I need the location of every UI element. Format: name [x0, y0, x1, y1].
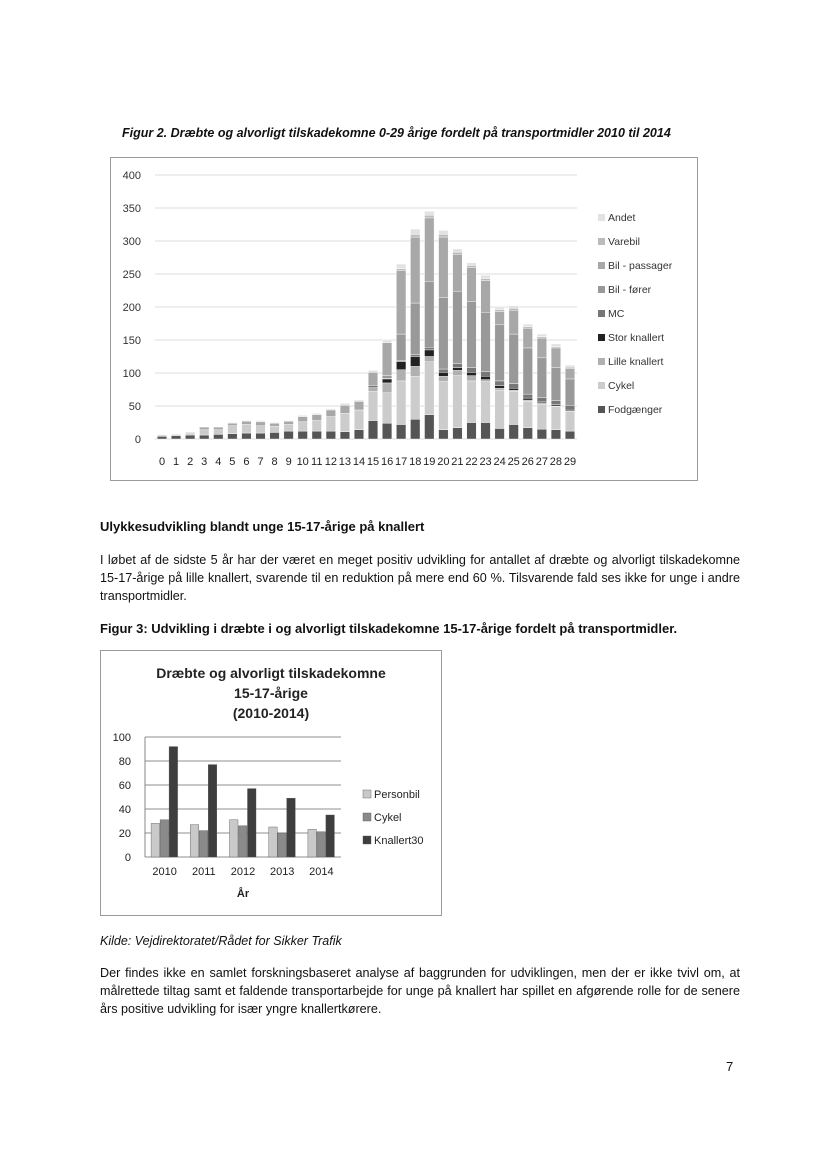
bar-segment — [453, 370, 463, 375]
bar-segment — [354, 430, 364, 439]
x-tick-label: 9 — [285, 456, 292, 468]
bar — [287, 798, 296, 857]
bar-segment — [242, 421, 252, 422]
paragraph-1: I løbet af de sidste 5 år har der været en meget positiv udvikling for antallet af dræbte og alvorligt tilskadekomne 15-17-årige på lille knallert, svarende til en reduktion på mere end 60 %. Tilsvarende fald ses ikke for unge i andre transportmidler. — [100, 553, 740, 603]
bar-segment — [565, 368, 575, 379]
bar-segment — [256, 426, 266, 433]
bar-segment — [185, 435, 195, 439]
legend-label: Lille knallert — [608, 356, 664, 368]
legend-swatch — [363, 836, 371, 844]
legend-label: Knallert30 — [374, 835, 424, 847]
bar-segment — [242, 433, 252, 439]
bar-segment — [171, 436, 181, 439]
y-tick-label: 400 — [122, 170, 141, 182]
x-tick-label: 23 — [479, 456, 492, 468]
bar-segment — [410, 355, 420, 357]
bar-segment — [340, 413, 350, 431]
bar-segment — [565, 405, 575, 409]
bar-segment — [467, 372, 477, 375]
bar-segment — [537, 404, 547, 429]
legend-swatch — [598, 382, 605, 389]
bar — [199, 831, 208, 857]
page-number: 7 — [726, 1059, 734, 1074]
bar-segment — [453, 249, 463, 252]
x-tick-label: 27 — [535, 456, 548, 468]
x-tick-label: 2 — [187, 456, 194, 468]
bar-segment — [481, 275, 491, 278]
bar-segment — [382, 376, 392, 379]
bar-segment — [523, 328, 533, 348]
bar-segment — [396, 264, 406, 269]
y-tick-label: 150 — [122, 335, 141, 347]
x-tick-label: 19 — [423, 456, 436, 468]
bar-segment — [312, 421, 322, 432]
bar-segment — [354, 400, 364, 401]
bar-segment — [439, 298, 449, 369]
legend-label: Bil - fører — [608, 284, 652, 296]
bar — [160, 820, 169, 857]
bar-segment — [410, 229, 420, 234]
bar-segment — [410, 234, 420, 237]
bar-segment — [509, 391, 519, 424]
bar-segment — [340, 432, 350, 439]
bar-segment — [242, 424, 252, 433]
legend-label: Personbil — [374, 789, 420, 801]
bar-segment — [551, 430, 561, 439]
bar-segment — [396, 381, 406, 425]
bar-segment — [228, 423, 238, 426]
chart-1-svg — [111, 158, 697, 480]
stacked-bar-chart-age — [110, 157, 698, 481]
x-tick-label: 13 — [338, 456, 352, 468]
bar-segment — [410, 419, 420, 439]
x-tick-label: 0 — [158, 456, 166, 468]
bar-segment — [326, 410, 336, 417]
chart-2-svg — [101, 651, 441, 915]
bar-segment — [467, 381, 477, 423]
bar-segment — [368, 391, 378, 420]
bar-segment — [171, 434, 181, 435]
x-tick-label: 25 — [507, 456, 520, 468]
bar-segment — [453, 291, 463, 364]
bar-segment — [551, 401, 561, 405]
chart-title-line: Dræbte og alvorligt tilskadekomne — [156, 665, 386, 681]
grouped-bar-chart-years — [100, 650, 442, 916]
bar-segment — [439, 430, 449, 439]
bar-segment — [410, 357, 420, 367]
bar-segment — [467, 376, 477, 381]
bar-segment — [228, 426, 238, 434]
source-note: Kilde: Vejdirektoratet/Rådet for Sikker Trafik — [100, 934, 342, 948]
bar-segment — [368, 421, 378, 439]
bar-segment — [495, 325, 505, 381]
bar-segment — [537, 338, 547, 358]
y-tick-label: 0 — [134, 434, 141, 446]
bar-segment — [495, 381, 505, 386]
y-tick-label: 60 — [118, 780, 131, 792]
bar-segment — [340, 403, 350, 405]
bar-segment — [368, 387, 378, 392]
x-tick-label: 2010 — [152, 866, 177, 878]
bar-segment — [157, 436, 167, 439]
legend-label: Cykel — [608, 380, 635, 392]
bar — [169, 747, 178, 857]
bar-segment — [495, 386, 505, 389]
bar-segment — [284, 421, 294, 422]
legend-label: Varebil — [608, 236, 640, 248]
x-tick-label: 4 — [215, 456, 222, 468]
x-tick-label: 8 — [271, 456, 278, 468]
bar — [190, 825, 199, 857]
bar-segment — [481, 312, 491, 371]
x-tick-label: 17 — [395, 456, 408, 468]
bar-segment — [270, 426, 280, 432]
x-tick-label: 29 — [563, 456, 577, 468]
legend-swatch — [598, 310, 605, 317]
y-tick-label: 80 — [118, 756, 131, 768]
y-tick-label: 200 — [122, 302, 141, 314]
bar-segment — [425, 350, 435, 357]
bar — [230, 820, 239, 857]
bar — [269, 827, 278, 857]
bar-segment — [270, 432, 280, 439]
bar-segment — [439, 234, 449, 237]
bar-segment — [509, 384, 519, 389]
bar-segment — [537, 429, 547, 439]
bar-segment — [312, 413, 322, 414]
bar-segment — [523, 348, 533, 394]
bar-segment — [467, 423, 477, 440]
x-tick-label: 14 — [352, 456, 366, 468]
x-axis-label: År — [236, 888, 250, 900]
bar-segment — [481, 281, 491, 313]
legend-swatch — [598, 334, 605, 341]
bar-segment — [382, 423, 392, 439]
bar-segment — [270, 423, 280, 426]
legend-swatch — [598, 358, 605, 365]
bar-segment — [495, 312, 505, 325]
bar-segment — [425, 362, 435, 415]
legend-swatch — [363, 813, 371, 821]
x-tick-label: 7 — [257, 456, 264, 468]
bar-segment — [199, 427, 209, 430]
bar-segment — [396, 424, 406, 439]
bar-segment — [481, 382, 491, 423]
bar — [308, 829, 317, 857]
bar-segment — [214, 434, 224, 439]
bar-segment — [298, 415, 308, 416]
bar-segment — [481, 423, 491, 440]
bar-segment — [439, 237, 449, 298]
bar-segment — [481, 376, 491, 379]
bar-segment — [284, 421, 294, 424]
bar — [151, 823, 160, 857]
bar-segment — [453, 254, 463, 291]
bar-segment — [523, 428, 533, 439]
y-tick-label: 100 — [112, 732, 131, 744]
legend-swatch — [598, 262, 605, 269]
bar-segment — [185, 432, 195, 433]
x-tick-label: 18 — [409, 456, 422, 468]
bar-segment — [425, 415, 435, 439]
legend-swatch — [598, 238, 605, 245]
bar-segment — [565, 411, 575, 431]
bar-segment — [228, 434, 238, 439]
bar-segment — [382, 393, 392, 423]
bar-segment — [425, 281, 435, 347]
bar-segment — [214, 430, 224, 435]
x-tick-label: 21 — [451, 456, 464, 468]
x-tick-label: 16 — [380, 456, 394, 468]
bar-segment — [410, 366, 420, 376]
bar-segment — [509, 334, 519, 384]
x-tick-label: 3 — [201, 456, 208, 468]
bar-segment — [368, 370, 378, 372]
bar-segment — [509, 306, 519, 309]
x-tick-label: 2013 — [269, 866, 295, 878]
bar-segment — [312, 415, 322, 421]
bar-segment — [396, 370, 406, 381]
bar-segment — [537, 397, 547, 401]
bar-segment — [256, 422, 266, 426]
bar-segment — [481, 380, 491, 382]
bar-segment — [509, 308, 519, 310]
legend-swatch — [598, 214, 605, 221]
bar-segment — [410, 376, 420, 419]
bar-segment — [284, 431, 294, 439]
legend-swatch — [598, 406, 605, 413]
bar-segment — [425, 357, 435, 362]
x-tick-label: 1 — [173, 456, 180, 468]
bar-segment — [382, 379, 392, 383]
bar-segment — [298, 422, 308, 431]
bar-segment — [481, 279, 491, 281]
bar-segment — [453, 428, 463, 439]
bar-segment — [228, 423, 238, 424]
x-tick-label: 2012 — [230, 866, 256, 878]
bar-segment — [425, 347, 435, 350]
bar-segment — [185, 433, 195, 435]
bar-segment — [467, 302, 477, 368]
legend-label: Stor knallert — [608, 332, 665, 344]
bar-segment — [382, 343, 392, 376]
bar-segment — [439, 230, 449, 234]
bar-segment — [523, 401, 533, 427]
x-tick-label: 22 — [465, 456, 478, 468]
legend-swatch — [363, 790, 371, 798]
y-tick-label: 50 — [128, 401, 141, 413]
bar-segment — [495, 388, 505, 390]
bar-segment — [495, 428, 505, 439]
bar-segment — [425, 218, 435, 281]
bar-segment — [551, 368, 561, 401]
bar — [317, 832, 326, 857]
bar-segment — [509, 310, 519, 334]
bar-segment — [298, 417, 308, 422]
y-tick-label: 20 — [118, 828, 131, 840]
bar-segment — [551, 348, 561, 368]
bar-segment — [396, 271, 406, 334]
figure-2-title: Figur 2. Dræbte og alvorligt tilskadekomne 0-29 årige fordelt på transportmidler 2010 til 2014 — [122, 126, 671, 140]
bar-segment — [368, 372, 378, 385]
bar-segment — [523, 398, 533, 400]
bar-segment — [523, 324, 533, 327]
bar-segment — [354, 410, 364, 430]
bar-segment — [326, 431, 336, 439]
bar-segment — [199, 430, 209, 435]
x-tick-label: 5 — [229, 456, 236, 468]
bar — [248, 789, 257, 857]
legend-label: Cykel — [374, 812, 402, 824]
bar-segment — [439, 369, 449, 372]
legend-swatch — [598, 286, 605, 293]
bar-segment — [467, 265, 477, 267]
paragraph-2: Der findes ikke en samlet forskningsbaseret analyse af baggrunden for udviklingen, men der er ikke tvivl om, at målrettede tiltag samt et faldende transportarbejde for unge på knallert har spillet en afgørende rolle for de senere års positive udvikling for især yngre knallertkørere. — [100, 966, 740, 1016]
bar-segment — [382, 340, 392, 343]
bar-segment — [509, 424, 519, 439]
bar-segment — [284, 424, 294, 431]
y-tick-label: 100 — [122, 368, 141, 380]
bar — [278, 833, 287, 857]
bar-segment — [425, 215, 435, 218]
bar — [239, 826, 248, 857]
x-tick-label: 24 — [493, 456, 506, 468]
bar-segment — [453, 368, 463, 371]
x-tick-label: 6 — [243, 456, 250, 468]
y-tick-label: 350 — [122, 203, 141, 215]
bar-segment — [537, 358, 547, 398]
bar-segment — [495, 310, 505, 312]
y-tick-label: 40 — [118, 804, 131, 816]
bar-segment — [340, 405, 350, 413]
bar — [326, 815, 335, 857]
chart-title-line: (2010-2014) — [232, 705, 310, 721]
bar-segment — [326, 417, 336, 432]
bar-segment — [537, 334, 547, 337]
bar-segment — [495, 307, 505, 310]
bar-segment — [396, 362, 406, 370]
x-tick-label: 2014 — [309, 866, 334, 878]
y-tick-label: 300 — [122, 236, 141, 248]
bar-segment — [551, 407, 561, 430]
bar-segment — [453, 252, 463, 254]
bar-segment — [256, 433, 266, 439]
bar-segment — [396, 334, 406, 360]
bar-segment — [453, 364, 463, 368]
bar-segment — [157, 435, 167, 436]
bar-segment — [256, 421, 266, 422]
bar-segment — [439, 382, 449, 430]
bar-segment — [565, 379, 575, 405]
bar-segment — [396, 269, 406, 271]
y-tick-label: 0 — [124, 852, 131, 864]
bar-segment — [326, 409, 336, 410]
bar-segment — [565, 431, 575, 439]
bar-segment — [495, 390, 505, 428]
x-tick-label: 20 — [437, 456, 450, 468]
x-tick-label: 15 — [366, 456, 380, 468]
bar-segment — [565, 365, 575, 367]
bar-segment — [382, 383, 392, 393]
y-tick-label: 250 — [122, 269, 141, 281]
bar-segment — [467, 368, 477, 373]
bar-segment — [312, 431, 322, 439]
bar-segment — [270, 423, 280, 424]
legend-label: MC — [608, 308, 625, 320]
bar-segment — [467, 263, 477, 266]
bar-segment — [523, 394, 533, 398]
x-tick-label: 2011 — [191, 866, 216, 878]
section-heading: Ulykkesudvikling blandt unge 15-17-årige på knallert — [100, 519, 425, 534]
x-tick-label: 26 — [521, 456, 534, 468]
bar-segment — [425, 211, 435, 215]
legend-label: Bil - passager — [608, 260, 673, 272]
bar-segment — [439, 376, 449, 381]
bar-segment — [551, 344, 561, 347]
bar-segment — [298, 431, 308, 439]
bar-segment — [453, 376, 463, 428]
bar-segment — [354, 401, 364, 410]
x-tick-label: 10 — [296, 456, 309, 468]
bar — [208, 765, 217, 857]
legend-label: Andet — [608, 212, 636, 224]
bar-segment — [410, 303, 420, 354]
x-tick-label: 12 — [324, 456, 337, 468]
x-tick-label: 28 — [549, 456, 563, 468]
bar-segment — [242, 421, 252, 424]
bar-segment — [199, 435, 209, 439]
chart-title-line: 15-17-årige — [234, 685, 308, 701]
bar-segment — [439, 372, 449, 376]
x-tick-label: 11 — [311, 456, 323, 468]
figure-3-title: Figur 3: Udvikling i dræbte i og alvorligt tilskadekomne 15-17-årige fordelt på transportmidler. — [100, 621, 678, 636]
bar-segment — [467, 267, 477, 301]
bar-segment — [509, 388, 519, 390]
bar-segment — [214, 427, 224, 430]
bar-segment — [410, 237, 420, 303]
legend-label: Fodgænger — [608, 404, 663, 416]
bar-segment — [481, 372, 491, 377]
